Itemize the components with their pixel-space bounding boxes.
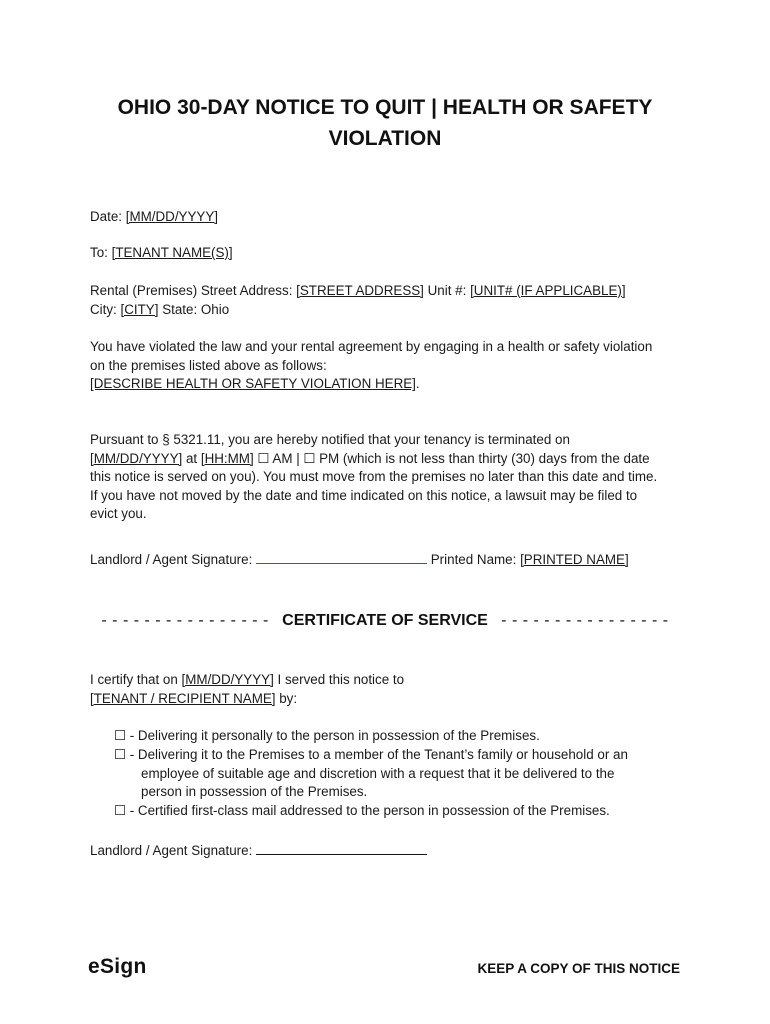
certificate-signature-field[interactable] [256,840,427,855]
violation-line-3 [90,375,710,394]
pursuant-line-4: If you have not moved by the date and time indicated on this notice, a lawsuit may be filed to [90,487,638,503]
street-label: Rental (Premises) Street Address: [90,283,297,298]
footer-note: KEEP A COPY OF THIS NOTICE [477,961,680,976]
recipient-name-field[interactable]: [TENANT / RECIPIENT NAME] [90,690,276,706]
pursuant-line-3: this notice is served on you). You must move from the premises no later than this date and time. [90,469,658,485]
signature-field[interactable] [256,549,427,564]
service-option-personal[interactable]: ☐ - Delivering it personally to the person in possession of the Premises. [114,728,540,743]
pursuant-line-5: evict you. [90,506,147,522]
violation-line-1: You have violated the law and your rental agreement by engaging in a health or safety violation [90,339,653,354]
city-line [90,301,710,320]
certificate-heading [60,612,710,630]
pursuant-at: at [182,450,201,466]
service-date-field[interactable]: [MM/DD/YYYY] [181,672,274,687]
pursuant-paragraph [90,431,710,524]
esign-logo: eSign [88,955,147,978]
printed-name-field[interactable]: [PRINTED NAME] [520,552,629,567]
street-address-field[interactable]: [STREET ADDRESS] [296,283,424,298]
certify-prefix: I certify that on [90,672,182,687]
termination-date-field[interactable]: [MM/DD/YYYY] [90,450,183,466]
title-line-2: VIOLATION [328,127,442,150]
household-line-1: ☐ - Delivering it to the Premises to a member of the Tenant’s family or household or an [114,747,628,762]
certify-line-2 [90,690,710,709]
recipient-suffix: by: [275,690,298,706]
service-option-household[interactable] [114,746,674,802]
to-label: To: [90,245,112,260]
unit-label: Unit #: [423,283,471,298]
date-field[interactable]: [MM/DD/YYYY] [125,209,218,224]
certify-suffix: I served this notice to [273,672,405,687]
city-field[interactable]: [CITY] [120,301,159,317]
violation-description-field[interactable]: [DESCRIBE HEALTH OR SAFETY VIOLATION HERE] [90,376,416,392]
certificate-title: CERTIFICATE OF SERVICE [282,612,488,629]
tenant-name-field[interactable]: [TENANT NAME(S)] [111,245,233,260]
printed-name-label: Printed Name: [427,552,521,567]
pursuant-line-1: Pursuant to § 5321.11, you are hereby notified that your tenancy is terminated on [90,432,570,447]
certificate-signature-label: Landlord / Agent Signature: [90,843,257,858]
household-line-3: person in possession of the Premises. [141,784,368,800]
certify-paragraph [90,671,710,708]
termination-time-field[interactable]: [HH:MM] [200,450,254,466]
violation-paragraph [90,338,710,394]
pursuant-line-2-rest: ☐ AM | ☐ PM (which is not less than thirty (30) days from the date [253,450,650,466]
household-line-2: employee of suitable age and discretion with a request that it be delivered to the [141,765,615,781]
right-dashes: - - - - - - - - - - - - - - - - [501,612,669,629]
signature-label: Landlord / Agent Signature: [90,552,257,567]
violation-period: . [415,376,420,392]
service-option-mail[interactable]: ☐ - Certified first-class mail addressed to the person in possession of the Premises. [114,803,610,818]
date-label: Date: [90,209,126,224]
signature-line [90,549,710,570]
state-text: State: Ohio [158,301,230,317]
certificate-signature-line [90,840,427,861]
violation-line-2: on the premises listed above as follows: [90,357,327,373]
left-dashes: - - - - - - - - - - - - - - - - [101,612,269,629]
city-label: City: [90,301,121,317]
street-line [90,282,710,301]
to-line [90,244,233,263]
certify-line-1 [90,671,710,690]
unit-field[interactable]: [UNIT# (IF APPLICABLE)] [470,283,626,298]
title-line-1: OHIO 30-DAY NOTICE TO QUIT | HEALTH OR SAFETY [117,96,653,119]
date-line [90,208,218,227]
pursuant-line-2 [90,450,710,469]
address-block [90,282,710,319]
page-title [60,92,710,154]
